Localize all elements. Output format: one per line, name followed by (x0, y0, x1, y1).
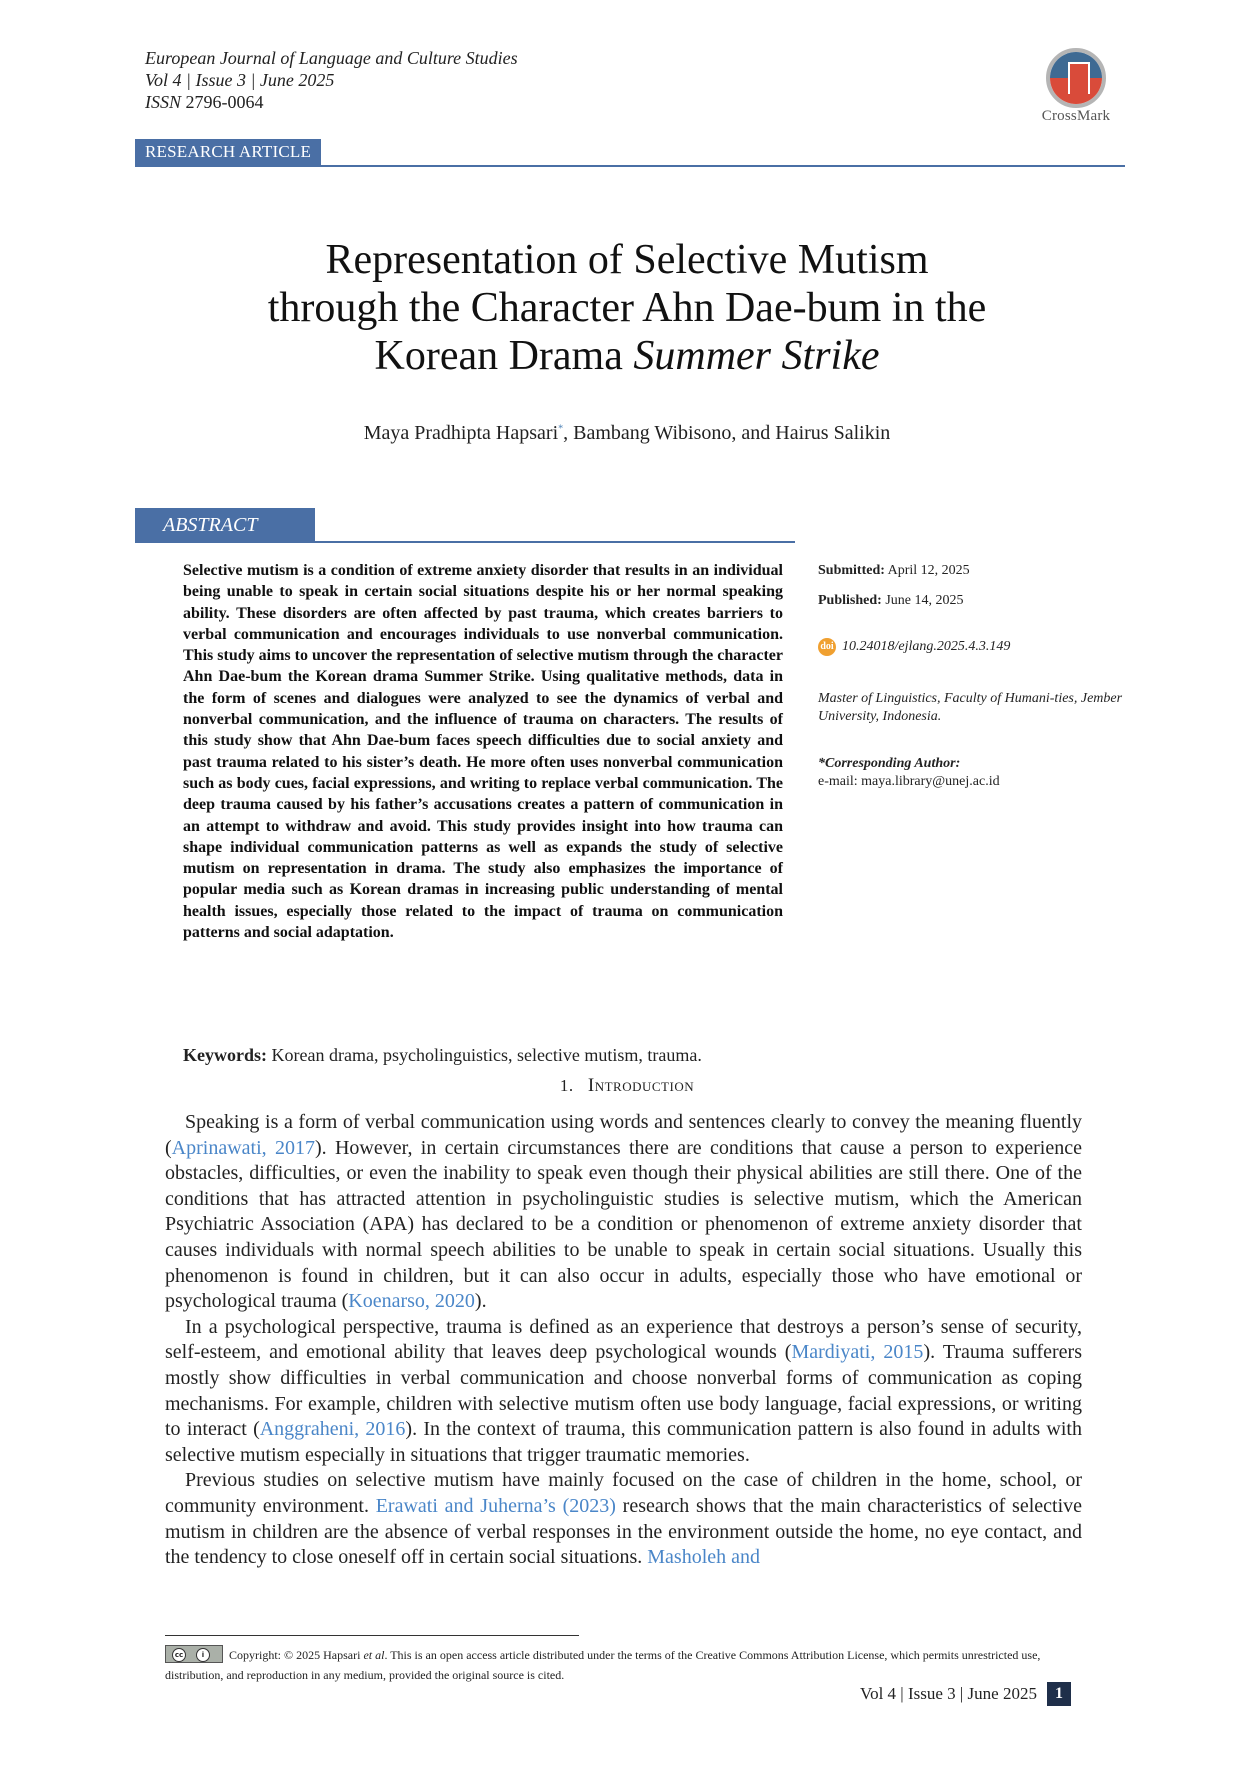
published-date-line (818, 593, 1128, 609)
crossmark-label: CrossMark (1041, 108, 1111, 124)
text-run: In a psychological perspective, trauma is defined as an experience that destroys a person’s sense of security, self-esteem, and emotional ability that leaves deep psychological wounds ( (165, 1315, 1082, 1364)
issn-number: 2796-0064 (185, 92, 264, 112)
page-number: 1 (1047, 1682, 1071, 1706)
article-type-tag: RESEARCH ARTICLE (135, 139, 321, 165)
other-authors: , Bambang Wibisono, and Hairus Salikin (563, 422, 891, 444)
keywords-label: Keywords: (183, 1045, 267, 1065)
section-heading-introduction (150, 1075, 1104, 1097)
affiliation: Master of Linguistics, Faculty of Humani-ties, Jember University, Indonesia. (818, 691, 1123, 724)
text-run: ). (474, 1290, 487, 1313)
title-drama-name: Summer Strike (633, 333, 880, 379)
journal-header (145, 47, 518, 113)
text-run: et al (363, 1648, 385, 1662)
footnote-divider (165, 1635, 579, 1636)
corresponding-asterisk: * (818, 756, 825, 771)
doi-icon: doi (818, 638, 836, 656)
title-line-3-plain: Korean Drama (374, 333, 634, 379)
text-run: ). In the context of trauma, this communication pattern is also found in adults with selective mutism especially in situations that trigger traumatic memories. (165, 1418, 1082, 1466)
text-run: Speaking is a form of verbal communication using words and sentences clearly to convey the meaning fluently ( (165, 1111, 1082, 1159)
keywords-text: Korean drama, psycholinguistics, selective mutism, trauma. (267, 1045, 702, 1065)
text-run: ). Trauma sufferers mostly show difficulties in verbal communication and choose nonverbal forms of communication as coping mechanisms. For example, children with selective mutism often use body language, facial expressions, or writing to interact ( (165, 1341, 1082, 1441)
title-line-3 (150, 332, 1104, 380)
citation-link[interactable]: Anggraheni, 2016 (259, 1418, 406, 1441)
issn-label: ISSN (145, 92, 181, 112)
header-divider (135, 165, 1125, 167)
volume-issue: Vol 4 | Issue 3 | June 2025 (145, 70, 335, 90)
published-date: June 14, 2025 (881, 593, 964, 608)
submitted-date: April 12, 2025 (884, 563, 970, 578)
citation-link[interactable]: Mardiyati, 2015 (791, 1341, 924, 1364)
issn-line (145, 91, 518, 113)
intro-paragraph-3 (165, 1468, 1082, 1570)
article-title (150, 236, 1104, 380)
crossmark-icon (1046, 48, 1106, 108)
author-list (150, 422, 1104, 445)
submitted-date-line (818, 563, 1128, 579)
intro-paragraph-2 (165, 1315, 1082, 1469)
introduction-body (165, 1110, 1082, 1571)
section-number: 1. (559, 1076, 574, 1095)
text-run: research shows that the main characteristics of selective mutism in children are the absence of verbal responses in the environment outside the home, no eye contact, and the tendency to close oneself off in certain social situations. (165, 1494, 1083, 1569)
citation-link[interactable]: Koenarso, 2020 (348, 1290, 475, 1313)
crossmark-badge[interactable] (1026, 48, 1126, 125)
footer-issue-info: Vol 4 | Issue 3 | June 2025 (860, 1684, 1037, 1703)
abstract-label: ABSTRACT (135, 508, 315, 542)
title-line-2: through the Character Ahn Dae-bum in the (267, 285, 987, 331)
title-line-1: Representation of Selective Mutism (325, 237, 929, 283)
keywords (183, 1045, 702, 1066)
author-1: Maya Pradhipta Hapsari (363, 422, 559, 444)
journal-name: European Journal of Language and Culture Studies (145, 48, 518, 68)
cc-by-license-icon[interactable] (165, 1645, 223, 1663)
text-run: Copyright: © 2025 Hapsari (229, 1648, 364, 1662)
published-label: Published: (818, 593, 882, 608)
corresponding-mark[interactable]: * (558, 423, 564, 435)
corresponding-email[interactable]: e-mail: maya.library@unej.ac.id (818, 774, 1000, 789)
corresponding-label: Corresponding Author: (825, 756, 961, 771)
text-run: Previous studies on selective mutism have mainly focused on the case of children in the home, school, or community environment. (165, 1469, 1082, 1517)
abstract-body: Selective mutism is a condition of extreme anxiety disorder that results in an individual being unable to speak in certain social situations despite his or her normal speaking ability. These disorders are often affected by past trauma, which creates barriers to verbal communication and encourages individuals to use nonverbal communication. This study aims to uncover the representation of selective mutism through the character Ahn Dae-bum the Korean drama Summer Strike. Using qualitative methods, data in the form of scenes and dialogues were analyzed to see the dynamics of verbal and nonverbal communication, and the influence of trauma on characters. The results of this study show that Ahn Dae-bum faces speech difficulties due to social anxiety and past trauma related to his sister’s death. He more often uses nonverbal communication such as body cues, facial expressions, and writing to replace verbal communication. The deep trauma caused by his father’s accusations creates a pattern of communication in an attempt to withdraw and avoid. This study provides insight into how trauma can shape individual communication patterns as well as expands the study of selective mutism on representation in drama. The study also emphasizes the importance of popular media such as Korean dramas in increasing public understanding of mental health issues, especially those related to the impact of trauma on communication patterns and social adaptation. (183, 562, 783, 942)
attribution-icon: i (196, 1648, 210, 1662)
copyright-footnote (165, 1645, 1082, 1685)
doi-link[interactable]: 10.24018/ejlang.2025.4.3.149 (842, 639, 1011, 654)
page-footer (860, 1682, 1071, 1706)
text-run: . This is an open access article distributed under the terms of the Creative Commons Attribution License, which permits unrestricted use, distribution, and reproduction in any medium, provided the original source is cited. (165, 1648, 1041, 1682)
cc-icon: cc (172, 1648, 186, 1662)
intro-paragraph-1 (165, 1110, 1082, 1315)
text-run: ). However, in certain circumstances there are conditions that cause a person to experience obstacles, difficulties, or even the inability to speak even though their physical abilities are still there. One of the conditions that has attracted attention in psycholinguistic studies is selective mutism, which the American Psychiatric Association (APA) has declared to be a condition or phenomenon of extreme anxiety disorder that causes individuals with normal speech abilities to be unable to speak in certain social situations. Usually this phenomenon is found in children, but it can also occur in adults, especially those who have emotional or psychological trauma ( (165, 1136, 1082, 1313)
abstract-divider (135, 541, 795, 543)
submitted-label: Submitted: (818, 563, 885, 578)
section-title: Introduction (587, 1075, 695, 1096)
corresponding-author (818, 755, 1128, 791)
citation-link[interactable]: Masholeh and (647, 1546, 761, 1569)
citation-link[interactable]: Aprinawati, 2017 (171, 1136, 315, 1159)
doi-line (818, 638, 1128, 656)
citation-link[interactable]: Erawati and Juherna’s (2023) (375, 1494, 616, 1517)
